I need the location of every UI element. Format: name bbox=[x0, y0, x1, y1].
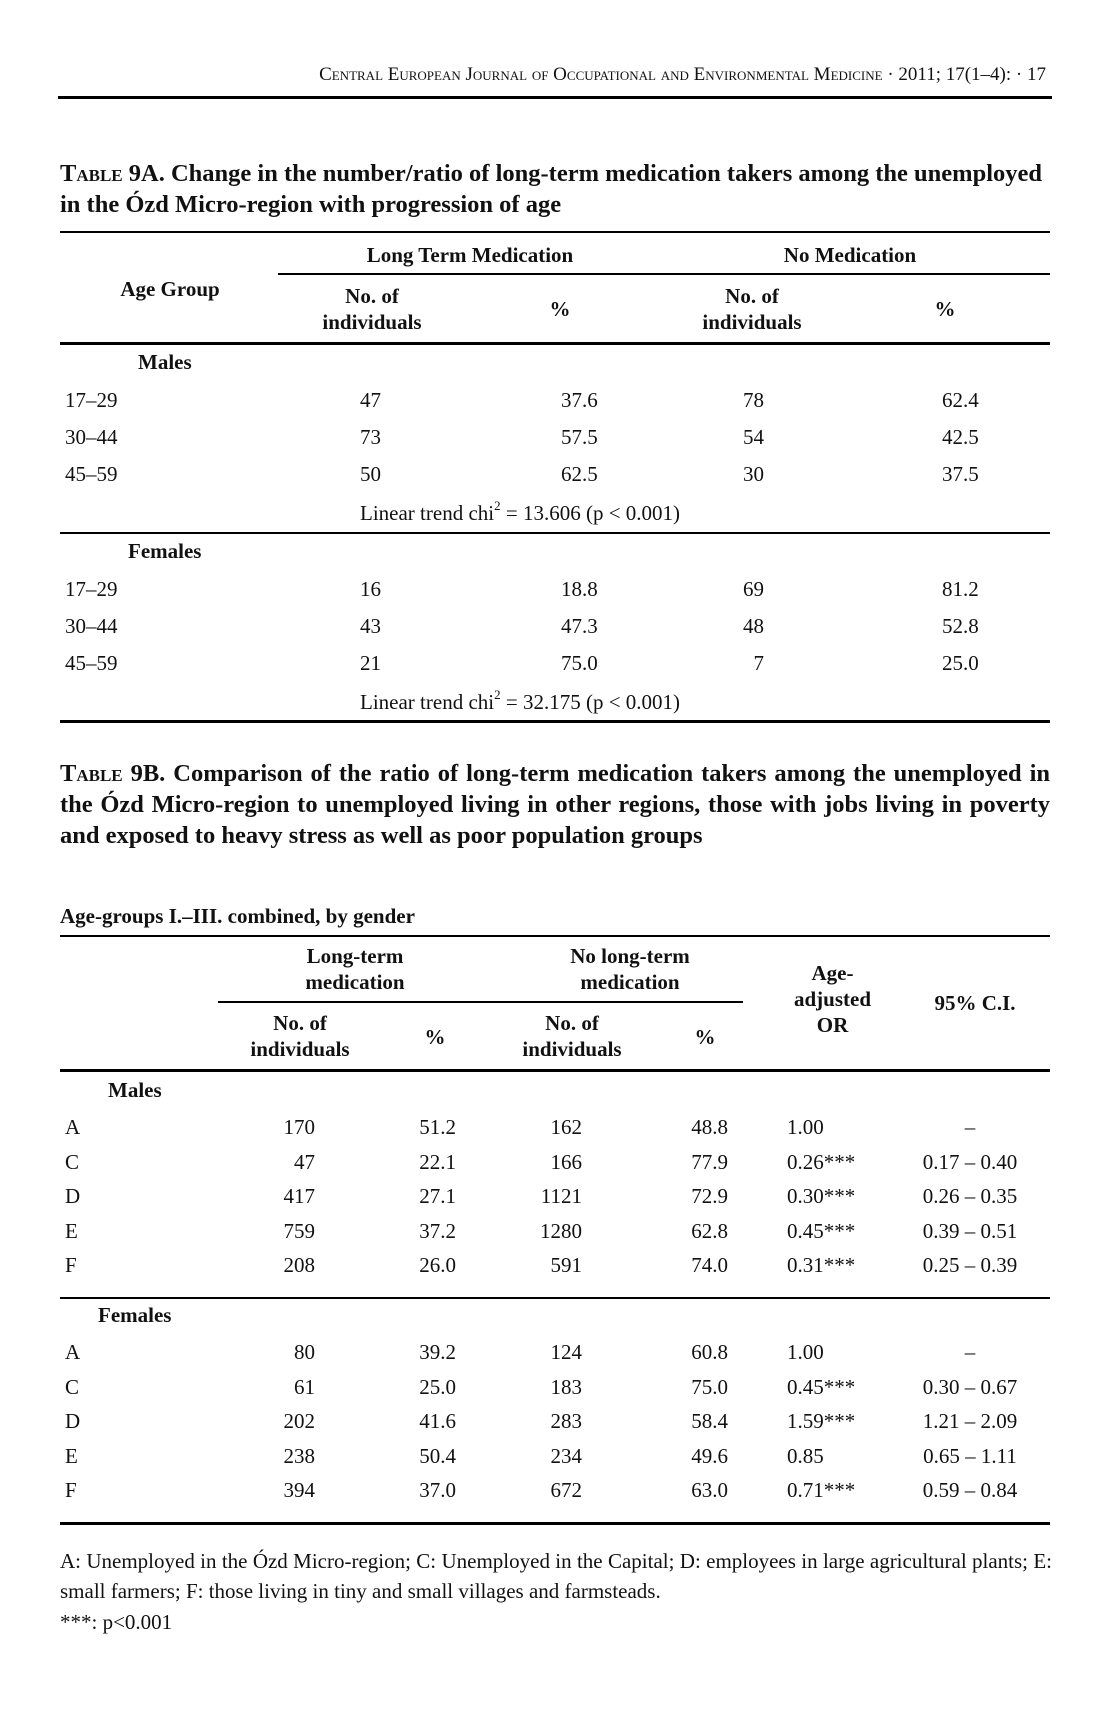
col-lt-percent: % bbox=[424, 1025, 446, 1049]
cell-or: 0.85 bbox=[787, 1443, 824, 1468]
cell-no-pct: 37.5 bbox=[942, 462, 979, 486]
col-lt-no-of-line2: individuals bbox=[250, 1037, 350, 1061]
cell-lt-pct: 39.2 bbox=[419, 1340, 456, 1364]
trend-value: = 13.606 (p < 0.001) bbox=[500, 501, 681, 525]
cell-ci: 0.25 – 0.39 bbox=[922, 1253, 1018, 1277]
cell-lt-pct: 37.0 bbox=[419, 1478, 456, 1502]
col-95-ci: 95% C.I. bbox=[934, 991, 1016, 1015]
cell-lt-n: 202 bbox=[283, 1409, 315, 1433]
citation: · 2011; 17(1–4): · 17 bbox=[887, 64, 1046, 85]
cell-age: 30–44 bbox=[65, 614, 118, 638]
cell-ci: – bbox=[964, 1340, 976, 1364]
cell-lt-pct: 62.5 bbox=[561, 462, 598, 486]
cell-group: E bbox=[65, 1443, 78, 1468]
col-long-term-medication bbox=[225, 943, 485, 995]
cell-no-n: 69 bbox=[743, 577, 764, 601]
cell-no-n: 78 bbox=[743, 388, 764, 412]
cell-group: D bbox=[65, 1184, 81, 1208]
cell-or: 0.26*** bbox=[787, 1149, 856, 1174]
cell-or: 0.45*** bbox=[787, 1374, 856, 1399]
cell-group: A bbox=[65, 1340, 81, 1364]
table-9b-sub-rule bbox=[218, 1001, 743, 1003]
cell-no-pct: 52.8 bbox=[942, 614, 979, 638]
header-rule bbox=[58, 96, 1052, 99]
table-9a-caption: Change in the number/ratio of long-term medication takers among the unemployed in the Ózd Micro-region with progression of age bbox=[60, 160, 1043, 218]
cell-ci: 0.39 – 0.51 bbox=[922, 1218, 1018, 1243]
table-9b-label: Table 9B. bbox=[60, 760, 166, 787]
cell-lt-pct: 37.2 bbox=[419, 1218, 456, 1243]
col-or-line2: adjusted bbox=[793, 987, 872, 1011]
table-9a-bottom-rule bbox=[60, 720, 1050, 723]
journal-name: Central European Journal of Occupational and Environmental Medicine bbox=[319, 64, 883, 85]
cell-no-n: 234 bbox=[550, 1443, 582, 1468]
trend-superscript: 2 bbox=[494, 498, 501, 513]
table-9b-bottom-rule bbox=[60, 1522, 1050, 1525]
cell-no-pct: 74.0 bbox=[691, 1253, 728, 1277]
cell-lt-pct: 37.6 bbox=[561, 388, 598, 412]
cell-lt-n: 394 bbox=[283, 1478, 315, 1502]
table-9a-group-rule bbox=[60, 532, 1050, 534]
cell-lt-pct: 51.2 bbox=[419, 1115, 456, 1139]
cell-no-n: 283 bbox=[550, 1409, 582, 1433]
cell-lt-n: 16 bbox=[360, 577, 381, 601]
cell-lt-pct: 22.1 bbox=[419, 1149, 456, 1174]
col-no-lt-line2: medication bbox=[580, 970, 680, 994]
running-header bbox=[319, 64, 1046, 86]
cell-or: 1.00 bbox=[787, 1340, 824, 1364]
table-9b-group-rule bbox=[60, 1297, 1050, 1299]
cell-group: C bbox=[65, 1374, 80, 1399]
cell-no-n: 48 bbox=[743, 614, 764, 638]
cell-no-n: 30 bbox=[743, 462, 764, 486]
cell-no-pct: 48.8 bbox=[691, 1115, 728, 1139]
cell-lt-n: 47 bbox=[360, 388, 381, 412]
cell-no-pct: 72.9 bbox=[691, 1184, 728, 1208]
cell-lt-pct: 27.1 bbox=[419, 1184, 456, 1208]
col-age-adjusted-or bbox=[770, 960, 895, 1038]
cell-age: 30–44 bbox=[65, 425, 118, 449]
col-no-no-of-line1: No. of bbox=[545, 1011, 599, 1035]
cell-lt-n: 43 bbox=[360, 614, 381, 638]
col-lt-line2: medication bbox=[305, 970, 405, 994]
cell-lt-n: 47 bbox=[294, 1149, 315, 1174]
col-no-long-term-medication bbox=[500, 943, 760, 995]
cell-no-n: 672 bbox=[550, 1478, 582, 1502]
col-lt-percent: % bbox=[549, 297, 571, 321]
cell-group: A bbox=[65, 1115, 81, 1139]
cell-lt-pct: 25.0 bbox=[419, 1374, 456, 1399]
cell-no-n: 1280 bbox=[540, 1218, 582, 1243]
trend-value: = 32.175 (p < 0.001) bbox=[500, 690, 681, 714]
group-label-males: Males bbox=[138, 350, 192, 374]
cell-no-pct: 25.0 bbox=[942, 651, 979, 675]
col-lt-no-of bbox=[210, 1010, 390, 1062]
cell-lt-n: 417 bbox=[283, 1184, 315, 1208]
table-9b-caption: Comparison of the ratio of long-term medication takers among the unemployed in the Ózd Micro-region to unemployed living in other regions, those with jobs living in poverty and exposed to heavy stress as well as poor population groups bbox=[60, 760, 1050, 849]
cell-group: E bbox=[65, 1218, 78, 1243]
table-9a-label: Table 9A. bbox=[60, 160, 165, 187]
linear-trend-males bbox=[360, 500, 680, 526]
col-lt-line1: Long-term bbox=[306, 944, 404, 968]
cell-age: 45–59 bbox=[65, 651, 118, 675]
cell-lt-pct: 75.0 bbox=[561, 651, 598, 675]
cell-no-pct: 81.2 bbox=[942, 577, 979, 601]
group-label-females: Females bbox=[128, 539, 202, 563]
group-label-males: Males bbox=[108, 1078, 162, 1102]
col-no-lt-line1: No long-term bbox=[570, 944, 690, 968]
table-9b-subtitle: Age-groups I.–III. combined, by gender bbox=[60, 904, 415, 928]
cell-no-n: 183 bbox=[550, 1374, 582, 1399]
cell-no-pct: 77.9 bbox=[691, 1149, 728, 1174]
cell-lt-pct: 57.5 bbox=[561, 425, 598, 449]
cell-no-pct: 62.8 bbox=[691, 1218, 728, 1243]
col-lt-no-of-line1: No. of bbox=[345, 284, 399, 308]
cell-no-n: 54 bbox=[743, 425, 764, 449]
group-label-females: Females bbox=[98, 1303, 172, 1327]
cell-ci: 1.21 – 2.09 bbox=[922, 1409, 1018, 1433]
cell-lt-pct: 26.0 bbox=[419, 1253, 456, 1277]
table-9a-header-rule bbox=[60, 342, 1050, 345]
cell-group: C bbox=[65, 1149, 80, 1174]
col-no-no-of-line2: individuals bbox=[522, 1037, 622, 1061]
cell-or: 0.30*** bbox=[787, 1184, 856, 1208]
cell-no-n: 124 bbox=[550, 1340, 582, 1364]
cell-no-pct: 49.6 bbox=[691, 1443, 728, 1468]
col-lt-no-of-line2: individuals bbox=[322, 310, 422, 334]
cell-age: 45–59 bbox=[65, 462, 118, 486]
col-no-no-of-line1: No. of bbox=[725, 284, 779, 308]
col-no-percent: % bbox=[934, 297, 956, 321]
table-9a-top-rule bbox=[60, 231, 1050, 233]
trend-prefix: Linear trend chi bbox=[360, 501, 495, 525]
cell-group: F bbox=[65, 1253, 77, 1277]
table-9a-sub-rule bbox=[278, 273, 1050, 275]
col-no-no-of-line2: individuals bbox=[702, 310, 802, 334]
cell-no-pct: 60.8 bbox=[691, 1340, 728, 1364]
cell-lt-n: 80 bbox=[294, 1340, 315, 1364]
cell-or: 0.31*** bbox=[787, 1253, 856, 1277]
cell-group: D bbox=[65, 1409, 81, 1433]
col-or-line3: OR bbox=[816, 1013, 849, 1037]
cell-ci: 0.30 – 0.67 bbox=[922, 1374, 1018, 1399]
table-9b-header-rule bbox=[60, 1069, 1050, 1072]
cell-lt-n: 50 bbox=[360, 462, 381, 486]
cell-ci: 0.65 – 1.11 bbox=[923, 1443, 1017, 1468]
cell-lt-n: 238 bbox=[283, 1443, 315, 1468]
cell-no-pct: 62.4 bbox=[942, 388, 979, 412]
significance-note: ***: p<0.001 bbox=[60, 1610, 173, 1634]
cell-no-n: 7 bbox=[753, 651, 764, 675]
cell-age: 17–29 bbox=[65, 577, 118, 601]
cell-no-pct: 63.0 bbox=[691, 1478, 728, 1502]
cell-no-pct: 42.5 bbox=[942, 425, 979, 449]
col-or-line1: Age- bbox=[811, 961, 854, 985]
col-lt-no-of bbox=[272, 283, 472, 335]
cell-ci: 0.17 – 0.40 bbox=[922, 1149, 1018, 1174]
cell-lt-n: 208 bbox=[283, 1253, 315, 1277]
cell-lt-n: 61 bbox=[294, 1374, 315, 1399]
cell-lt-n: 759 bbox=[283, 1218, 315, 1243]
col-long-term-medication: Long Term Medication bbox=[366, 243, 574, 267]
cell-lt-pct: 47.3 bbox=[561, 614, 598, 638]
table-9a-title bbox=[60, 158, 1050, 220]
cell-lt-pct: 41.6 bbox=[419, 1409, 456, 1433]
cell-age: 17–29 bbox=[65, 388, 118, 412]
table-9b-title bbox=[60, 758, 1050, 851]
cell-or: 1.59*** bbox=[787, 1409, 856, 1433]
table-9b-footnote: A: Unemployed in the Ózd Micro-region; C: Unemployed in the Capital; D: employees in large agricultural plants; E: small farmers; F: those living in tiny and small villages and farmsteads. bbox=[60, 1549, 1052, 1603]
cell-ci: 0.26 – 0.35 bbox=[922, 1184, 1018, 1208]
cell-no-n: 166 bbox=[550, 1149, 582, 1174]
cell-no-pct: 58.4 bbox=[691, 1409, 728, 1433]
col-no-no-of bbox=[652, 283, 852, 335]
col-age-group: Age Group bbox=[120, 277, 220, 301]
cell-ci: 0.59 – 0.84 bbox=[922, 1478, 1018, 1502]
trend-superscript: 2 bbox=[494, 687, 501, 702]
col-no-no-of bbox=[482, 1010, 662, 1062]
col-no-percent: % bbox=[694, 1025, 716, 1049]
cell-lt-n: 73 bbox=[360, 425, 381, 449]
cell-lt-pct: 50.4 bbox=[419, 1443, 456, 1468]
table-9b-top-rule bbox=[60, 935, 1050, 937]
cell-or: 0.71*** bbox=[787, 1478, 856, 1502]
col-lt-no-of-line1: No. of bbox=[273, 1011, 327, 1035]
cell-lt-n: 170 bbox=[283, 1115, 315, 1139]
linear-trend-females bbox=[360, 689, 680, 715]
cell-group: F bbox=[65, 1478, 77, 1502]
cell-or: 0.45*** bbox=[787, 1218, 856, 1243]
cell-ci: – bbox=[964, 1115, 976, 1139]
cell-or: 1.00 bbox=[787, 1115, 824, 1139]
trend-prefix: Linear trend chi bbox=[360, 690, 495, 714]
col-no-medication: No Medication bbox=[783, 243, 917, 267]
cell-lt-n: 21 bbox=[360, 651, 381, 675]
cell-lt-pct: 18.8 bbox=[561, 577, 598, 601]
cell-no-n: 162 bbox=[550, 1115, 582, 1139]
cell-no-n: 1121 bbox=[540, 1184, 582, 1208]
cell-no-pct: 75.0 bbox=[691, 1374, 728, 1399]
cell-no-n: 591 bbox=[550, 1253, 582, 1277]
